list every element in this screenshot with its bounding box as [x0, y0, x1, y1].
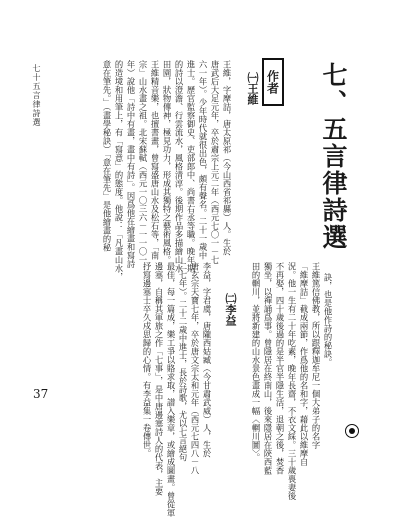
body-column: 年）說他「詩中有畫，畫中有詩」。因爲他在繪畫和寫詩: [126, 60, 136, 269]
poet-heading-li-yi: ㈡李益: [224, 293, 237, 326]
body-column: 李益，字君虞，唐隴西姑臧（今甘肅武威）人，生於: [202, 262, 212, 458]
body-column: 最佳，每一篇成，樂工爭以賂求取，譜入樂章，或繪成圖畫。曾從軍: [166, 262, 176, 517]
body-column: 唐玄宗天寶七年，卒於唐文宗太和元年（西元七四八－八: [190, 262, 200, 475]
body-column: 田園，狀物傳神，極見功力，形成其獨特之藝術風格。: [162, 60, 172, 264]
body-column: 六一年）。少年時代就很出色，頗有聲名。二十一歲中: [198, 60, 208, 260]
body-column: 唐武后大足元年，卒於肅宗上元二年（西元七〇一－七: [210, 60, 220, 264]
body-column: 田的輞川，並將新建的山水景色畫成一幅〈輞川圖〉。: [251, 262, 261, 462]
chapter-title: 七、五言律詩選: [319, 62, 348, 251]
author-header: 作者: [262, 58, 284, 106]
body-column: 的詩以澄澹、行雲流水，風格清淳。後期作品多描繪山水: [174, 60, 184, 273]
body-column: 邊塞，自稱其軍旅之作「七事」，是中唐邊塞詩人的代表，主要: [154, 262, 164, 496]
running-head: 七十五言律詩選: [32, 64, 41, 127]
body-column: 的造境和用筆上，有「寫意」的態度。他說：「凡畫山水，: [114, 60, 124, 281]
body-column: 二七年）。二十二歲中進士，長於詩歌，尤以七言絕句: [178, 262, 188, 462]
body-column: 「維摩詰」截成兩節，作爲他的名和字，藉此以維摩自: [299, 262, 309, 466]
page-number: 37: [33, 387, 49, 401]
body-column: 不再娶，四十歲後過的是半官半隱生活，退朝之後，焚香: [275, 262, 285, 475]
body-column: 王維篤信佛教，所以跟釋迦牟尼一個大弟子的名字: [311, 262, 321, 449]
body-column: 宗」山水畫之祖。北宋蘇軾（西元一〇三六－一一〇一: [138, 60, 148, 264]
body-column: 抒寫邊塞士卒久戍思歸的心情。有李益集一卷傳世。: [142, 262, 152, 458]
body-column: 王維，字摩詰，唐太原祁（今山西省祁縣）人。生於: [222, 60, 232, 256]
body-column: 況。他一生有二十年吃素，晚年長齋，不衣文綵。三十歲喪妻後: [287, 262, 297, 500]
body-column: 獨坐，以禪誦爲事。曾隱居在終南山，後來隱居在陝西藍: [263, 262, 273, 475]
body-column: 進士。歷官監察御史、吏部郎中、尚書右丞等職。晚年期: [186, 60, 196, 273]
bullet-circle-icon: [345, 424, 359, 438]
body-column: 王維精音樂，也擅書畫，曾寫盛唐山水及松石等，「南: [150, 60, 160, 260]
body-column: 意在筆先。」（畫學秘訣）「意在筆先」是他繪畫的秘: [102, 60, 112, 252]
poet-heading-wang-wei: ㈠王維: [246, 72, 259, 105]
body-column: 訣，也是他作詩的秘訣。: [323, 273, 333, 367]
